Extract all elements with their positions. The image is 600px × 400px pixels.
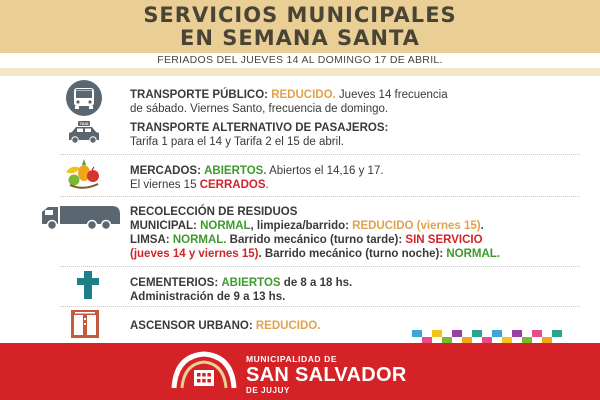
header-banner <box>0 0 600 53</box>
transporte-alt-label: TRANSPORTE ALTERNATIVO DE PASAJEROS: <box>130 122 389 134</box>
municipality-brand <box>246 354 407 396</box>
residuos-limsa-mid2: . Barrido mecánico (turno noche): <box>258 248 447 260</box>
residuos-limsa-mid: Barrido mecánico (turno tarde): <box>226 234 406 246</box>
taxi-icon <box>66 120 102 146</box>
subtitle-bar <box>0 53 600 68</box>
page-subtitle: FERIADOS DEL JUEVES 14 AL DOMINGO 17 DE ABRIL. <box>157 54 443 66</box>
transporte-status: REDUCIDO. <box>271 89 336 101</box>
cementerios-detail2: Administración de 9 a 13 hs. <box>130 291 286 303</box>
residuos-text <box>130 205 590 261</box>
residuos-label: RECOLECCIÓN DE RESIDUOS <box>130 206 298 218</box>
cross-icon <box>75 270 101 300</box>
transporte-detail2: de sábado. Viernes Santo, frecuencia de domingo. <box>130 103 389 115</box>
divider <box>60 306 580 307</box>
footer-banner <box>0 343 600 400</box>
page-title-line1: SERVICIOS MUNICIPALES <box>143 3 457 27</box>
mercados-status2: CERRADOS <box>199 179 266 191</box>
residuos-municipal-status2: REDUCIDO (viernes 15) <box>352 220 481 232</box>
mercados-text <box>130 164 590 192</box>
residuos-municipal-label: MUNICIPAL: <box>130 220 197 232</box>
ascensor-status: REDUCIDO. <box>255 320 321 332</box>
taxi-sign-label: TAXI <box>79 121 89 127</box>
residuos-limsa-status3: NORMAL. <box>446 248 501 260</box>
decorative-band <box>0 68 600 76</box>
decorative-pattern <box>412 330 562 344</box>
brand-line1: MUNICIPALIDAD DE <box>246 354 338 364</box>
transporte-detail1: Jueves 14 frecuencia <box>335 89 448 101</box>
residuos-limsa-status: NORMAL. <box>172 234 227 246</box>
mercados-detail: Abiertos el 14,16 y 17. <box>266 165 384 177</box>
transporte-publico-text <box>130 88 590 116</box>
residuos-limsa-status2: SIN SERVICIO <box>405 234 483 246</box>
divider <box>60 196 580 197</box>
residuos-municipal-status: NORMAL <box>200 220 251 232</box>
residuos-limsa-paren: (jueves 14 y viernes 15) <box>130 248 259 260</box>
mercados-detail2: El viernes 15 <box>130 179 200 191</box>
divider <box>60 154 580 155</box>
cementerios-text <box>130 276 590 304</box>
ascensor-label: ASCENSOR URBANO: <box>130 320 253 332</box>
garbage-truck-icon <box>40 202 124 232</box>
divider <box>60 266 580 267</box>
residuos-municipal-mid: , limpieza/barrido: <box>250 220 353 232</box>
cementerios-detail: de 8 a 18 hs. <box>280 277 353 289</box>
cementerios-status: ABIERTOS <box>221 277 281 289</box>
services-list <box>0 76 600 344</box>
residuos-limsa-label: LIMSA: <box>130 234 170 246</box>
transporte-label: TRANSPORTE PÚBLICO: <box>130 89 268 101</box>
residuos-municipal-end: . <box>480 220 484 232</box>
fruit-basket-icon <box>62 158 104 192</box>
cementerios-label: CEMENTERIOS: <box>130 277 219 289</box>
page-title-line2: EN SEMANA SANTA <box>180 26 420 50</box>
mercados-label: MERCADOS: <box>130 165 201 177</box>
brand-line2: SAN SALVADOR <box>246 364 407 386</box>
transporte-alt-detail: Tarifa 1 para el 14 y Tarifa 2 el 15 de abril. <box>130 136 344 148</box>
mercados-status: ABIERTOS. <box>204 165 267 177</box>
brand-line3: DE JUJUY <box>246 386 290 395</box>
bus-icon <box>64 80 104 116</box>
elevator-icon <box>70 309 100 339</box>
mercados-end: . <box>265 179 269 191</box>
transporte-alternativo-text <box>130 121 590 149</box>
municipality-logo-icon <box>168 350 240 394</box>
